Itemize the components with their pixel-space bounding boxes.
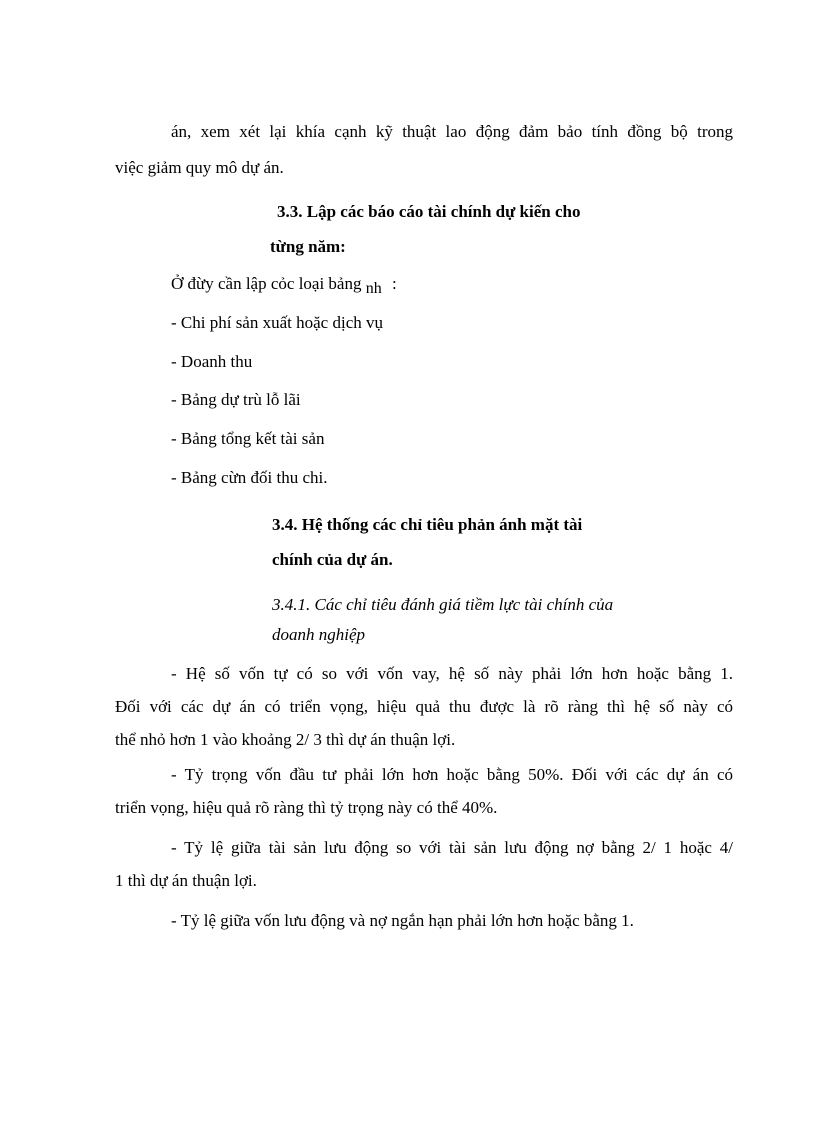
section-3-4-heading-line-1: 3.4. Hệ thống các chỉ tiêu phản ánh mặt tài [272,515,583,534]
section-3-3-intro-colon: : [391,274,397,293]
section-3-4-heading-line-2: chính của dự án. [272,550,393,569]
list-item: - Bảng tổng kết tài sản [171,429,325,448]
section-3-4-1-heading-line-1: 3.4.1. Các chỉ tiêu đánh giá tiềm lực tài chính của [272,595,614,614]
list-item: - Bảng cừn đối thu chi. [171,468,328,487]
section-3-3-intro-sub: nh [365,280,382,297]
list-item: - Chi phí sản xuất hoặc dịch vụ [171,313,383,332]
section-3-3-heading-line-2: từng năm: [270,237,346,256]
section-3-3-intro [171,273,397,296]
paragraph-1-line-2: Đối với các dự án có triển vọng, hiệu quả thu được là rõ ràng thì hệ số này có [115,697,733,716]
paragraph-1-line-3: thể nhỏ hơn 1 vào khoảng 2/ 3 thì dự án thuận lợi. [115,730,456,749]
paragraph-3-line-2: 1 thì dự án thuận lợi. [115,871,257,890]
intro-line-1: án, xem xét lại khía cạnh kỹ thuật lao động đảm bảo tính đồng bộ trong [171,122,733,141]
list-item: - Doanh thu [171,352,253,371]
paragraph-4-line-1: - Tỷ lệ giữa vốn lưu động và nợ ngắn hạn phải lớn hơn hoặc bằng 1. [171,911,634,930]
section-3-3-heading-line-1: 3.3. Lập các báo cáo tài chính dự kiến cho [277,202,581,221]
paragraph-3-line-1: - Tỷ lệ giữa tài sản lưu động so với tài sản lưu động nợ bằng 2/ 1 hoặc 4/ [171,838,733,857]
paragraph-2-line-2: triển vọng, hiệu quả rõ ràng thì tỷ trọng này có thể 40%. [115,798,498,817]
list-item: - Bảng dự trù lỗ lãi [171,390,301,409]
intro-line-2: việc giảm quy mô dự án. [115,158,284,177]
section-3-4-1-heading-line-2: doanh nghiệp [272,625,366,644]
section-3-3-intro-text: Ở đừy cần lập cỏc loại bảng [171,274,362,293]
paragraph-1-line-1: - Hệ số vốn tự có so với vốn vay, hệ số này phải lớn hơn hoặc bằng 1. [171,664,733,683]
paragraph-2-line-1: - Tỷ trọng vốn đầu tư phải lớn hơn hoặc bằng 50%. Đối với các dự án có [171,765,733,784]
